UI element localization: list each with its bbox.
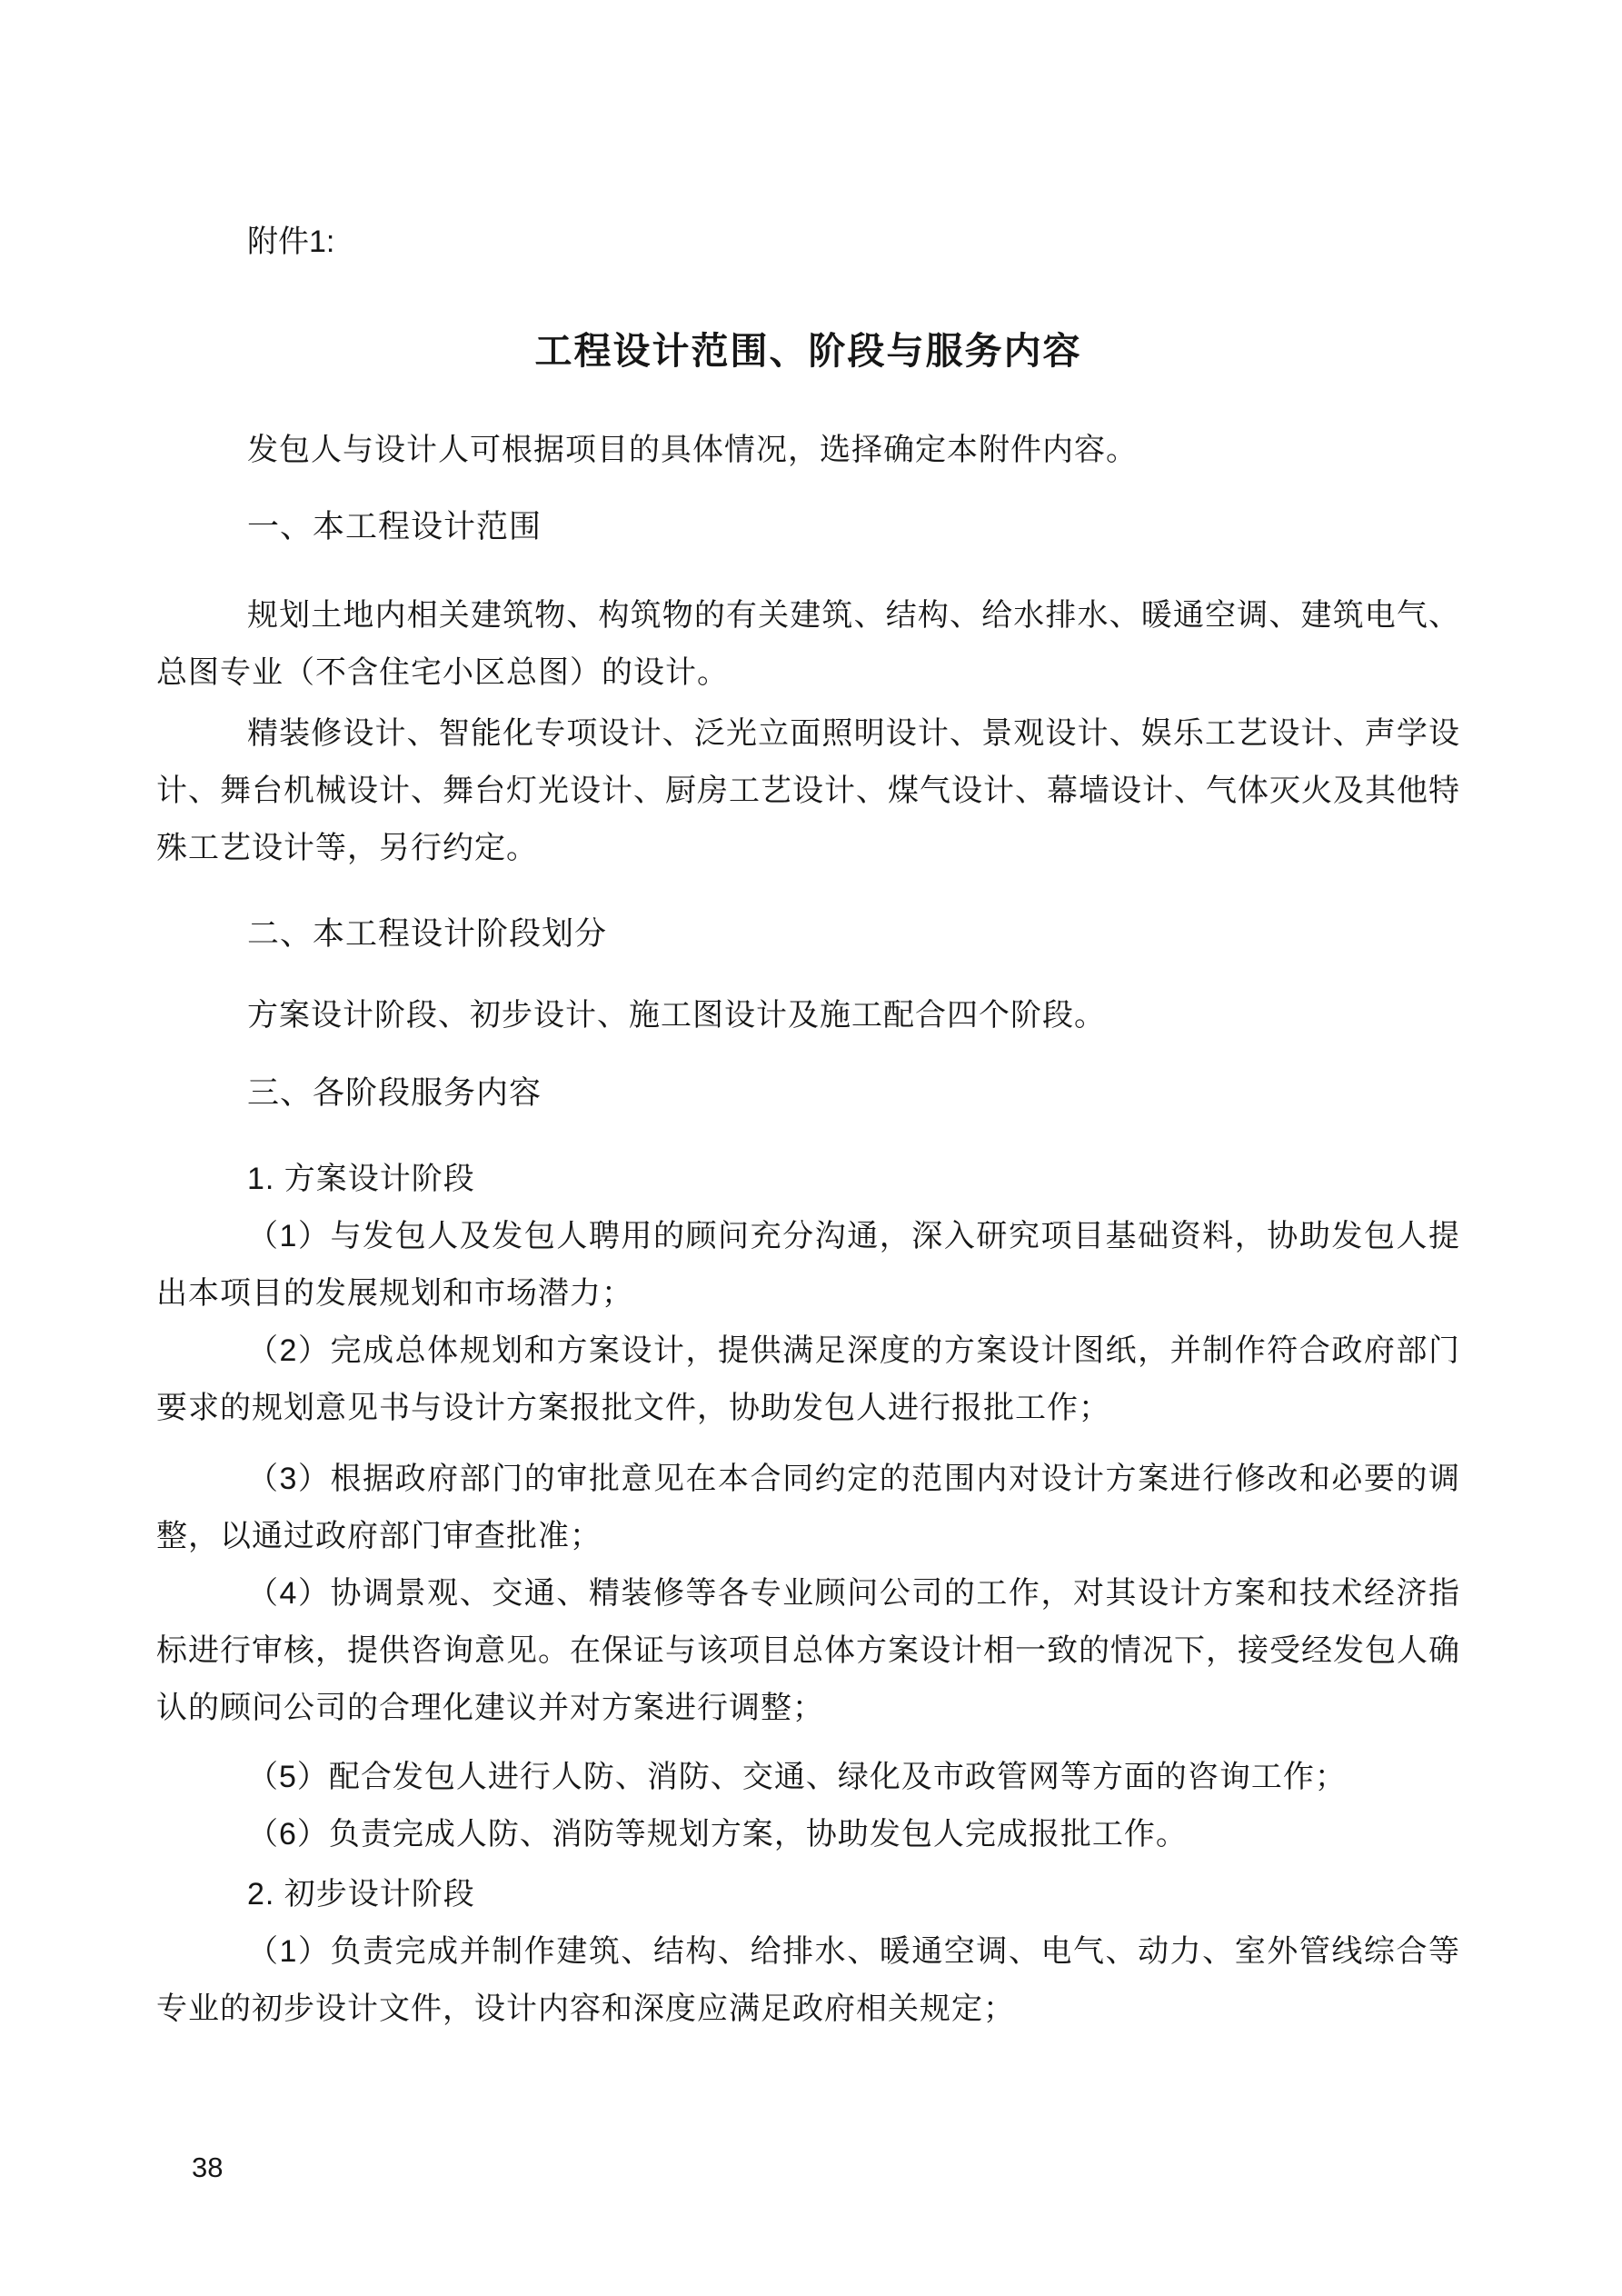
section-2-paragraph-1: 方案设计阶段、初步设计、施工图设计及施工配合四个阶段。 xyxy=(247,998,1106,1033)
stage-1-item-4: （4）协调景观、交通、精装修等各专业顾问公司的工作，对其设计方案和技术经济指标进行审核，提供咨询意见。在保证与该项目总体方案设计相一致的情况下，接受经发包人确认的顾问公司的合理化建议并对方案进行调整； xyxy=(156,1576,1460,1725)
stage-1-heading: 1. 方案设计阶段 xyxy=(247,1162,475,1196)
intro-paragraph: 发包人与设计人可根据项目的具体情况，选择确定本附件内容。 xyxy=(247,433,1138,467)
stage-2-item-1: （1）负责完成并制作建筑、结构、给排水、暖通空调、电气、动力、室外管线综合等专业的初步设计文件，设计内容和深度应满足政府相关规定； xyxy=(156,1934,1460,2026)
attachment-label: 附件1: xyxy=(247,225,335,259)
section-2-heading: 二、本工程设计阶段划分 xyxy=(247,916,608,952)
section-3-heading: 三、各阶段服务内容 xyxy=(247,1075,542,1111)
page-title: 工程设计范围、阶段与服务内容 xyxy=(534,330,1082,372)
section-1-heading: 一、本工程设计范围 xyxy=(247,509,542,544)
section-1-paragraph-1: 规划土地内相关建筑物、构筑物的有关建筑、结构、给水排水、暖通空调、建筑电气、总图专业（不含住宅小区总图）的设计。 xyxy=(156,598,1460,690)
stage-1-item-2: （2）完成总体规划和方案设计，提供满足深度的方案设计图纸，并制作符合政府部门要求的规划意见书与设计方案报批文件，协助发包人进行报批工作； xyxy=(156,1333,1460,1425)
stage-1-item-5: （5）配合发包人进行人防、消防、交通、绿化及市政管网等方面的咨询工作； xyxy=(247,1760,1347,1794)
stage-1-item-3: （3）根据政府部门的审批意见在本合同约定的范围内对设计方案进行修改和必要的调整，以通过政府部门审查批准； xyxy=(156,1462,1460,1553)
stage-1-item-1: （1）与发包人及发包人聘用的顾问充分沟通，深入研究项目基础资料，协助发包人提出本项目的发展规划和市场潜力； xyxy=(156,1219,1460,1311)
page-number: 38 xyxy=(192,2151,224,2183)
section-1-paragraph-2: 精装修设计、智能化专项设计、泛光立面照明设计、景观设计、娱乐工艺设计、声学设计、舞台机械设计、舞台灯光设计、厨房工艺设计、煤气设计、幕墙设计、气体灭火及其他特殊工艺设计等，另行约定。 xyxy=(156,716,1460,865)
stage-2-heading: 2. 初步设计阶段 xyxy=(247,1877,475,1912)
stage-1-item-6: （6）负责完成人防、消防等规划方案，协助发包人完成报批工作。 xyxy=(247,1817,1188,1852)
